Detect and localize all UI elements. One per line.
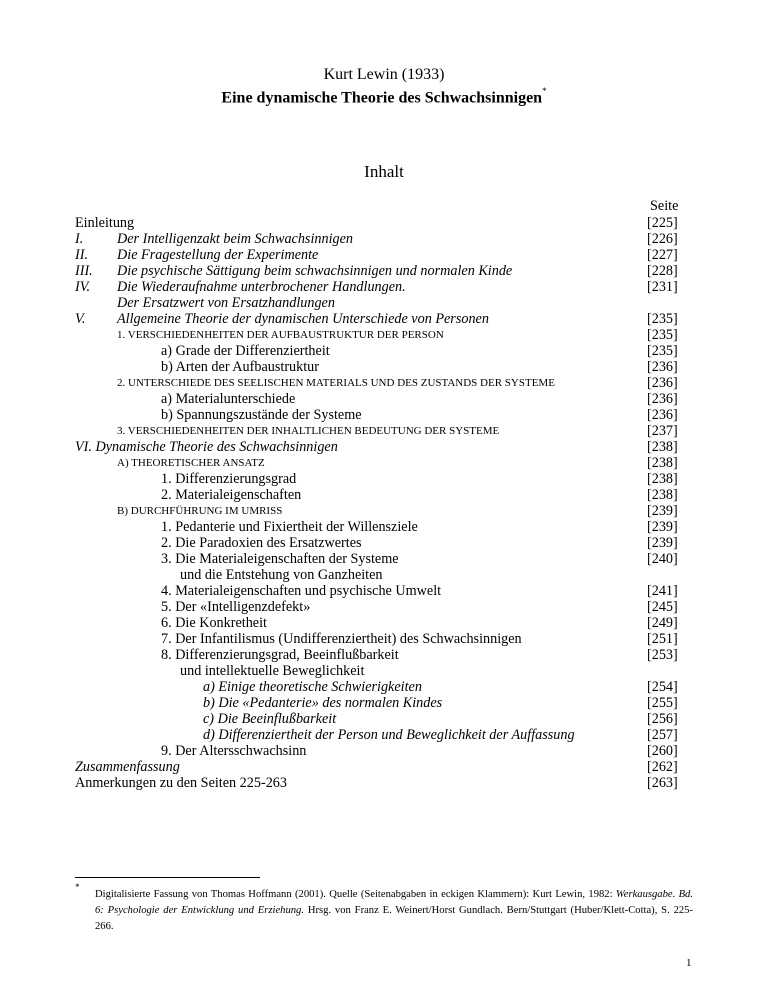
toc-entry-einleitung: Einleitung bbox=[75, 215, 135, 231]
toc-page: [237] bbox=[647, 423, 678, 439]
toc-page: [236] bbox=[647, 375, 678, 391]
document-title bbox=[0, 88, 768, 107]
toc-page: [256] bbox=[647, 711, 678, 727]
toc-entry-6-b-4: 4. Materialeigenschaften und psychische Umwelt bbox=[161, 583, 442, 599]
toc-page: [238] bbox=[647, 455, 678, 471]
toc-entry-6-a-2: 2. Materialeigenschaften bbox=[161, 487, 302, 503]
toc-page: [241] bbox=[647, 583, 678, 599]
footnote-text: Digitalisierte Fassung von Thomas Hoffmann (2001). Quelle (Seitenabgaben in eckigen Klammern): Kurt Lewin, 1982: Werkausgabe. Bd. 6: Psychologie der Entwicklung und Erziehung. Hrsg. von Franz E. Weinert/Horst Gundlach. Bern/Stuttgart (Huber/Klett-Cotta), S. 225-266. bbox=[95, 889, 694, 932]
toc-entry-5-2-b: b) Spannungszustände der Systeme bbox=[161, 407, 362, 423]
toc-entry-6-a: A) THEORETISCHER ANSATZ bbox=[117, 457, 265, 469]
toc-entry-6-b-7: 7. Der Infantilismus (Undifferenziertheit) des Schwachsinnigen bbox=[161, 631, 522, 647]
toc-entry-summary: Zusammenfassung bbox=[75, 759, 180, 775]
toc-page: [235] bbox=[647, 343, 678, 359]
toc-entry-6-a-1: 1. Differenzierungsgrad bbox=[161, 471, 297, 487]
toc-entry-6-b: B) DURCHFÜHRUNG IM UMRISS bbox=[117, 505, 283, 517]
toc-entry-5-2-a: a) Materialunterschiede bbox=[161, 391, 296, 407]
toc-page: [225] bbox=[647, 215, 678, 231]
toc-page: [249] bbox=[647, 615, 678, 631]
title-text: Eine dynamische Theorie des Schwachsinnigen bbox=[221, 89, 543, 107]
toc-page: [239] bbox=[647, 519, 678, 535]
toc-numeral: III. bbox=[75, 263, 93, 279]
toc-entry-chapter-3: Die psychische Sättigung beim schwachsinnigen und normalen Kinde bbox=[117, 263, 513, 279]
toc-page: [238] bbox=[647, 471, 678, 487]
toc-entry-6-b-8-cont: und intellektuelle Beweglichkeit bbox=[180, 663, 365, 679]
toc-entry-6-b-9: 9. Der Altersschwachsinn bbox=[161, 743, 307, 759]
toc-entry-6-b-6: 6. Die Konkretheit bbox=[161, 615, 267, 631]
toc-entry-chapter-4-cont: Der Ersatzwert von Ersatzhandlungen bbox=[117, 295, 335, 311]
toc-page: [238] bbox=[647, 439, 678, 455]
toc-page: [238] bbox=[647, 487, 678, 503]
toc-page: [257] bbox=[647, 727, 678, 743]
toc-entry-chapter-4: Die Wiederaufnahme unterbrochener Handlungen. bbox=[117, 279, 406, 295]
toc-entry-5-1: 1. VERSCHIEDENHEITEN DER AUFBAUSTRUKTUR DER PERSON bbox=[117, 329, 444, 341]
toc-entry-6-b-8: 8. Differenzierungsgrad, Beeinflußbarkeit bbox=[161, 647, 399, 663]
toc-entry-chapter-5: Allgemeine Theorie der dynamischen Unterschiede von Personen bbox=[117, 311, 489, 327]
toc-entry-5-1-b: b) Arten der Aufbaustruktur bbox=[161, 359, 319, 375]
toc-page: [231] bbox=[647, 279, 678, 295]
toc-page: [240] bbox=[647, 551, 678, 567]
toc-page: [235] bbox=[647, 327, 678, 343]
toc-numeral: V. bbox=[75, 311, 86, 327]
toc-page: [239] bbox=[647, 535, 678, 551]
footnote-divider bbox=[75, 877, 260, 878]
footnote-book-title: Werkausgabe. Bd. 6: Psychologie der Entwicklung und Erziehung. bbox=[95, 889, 694, 916]
toc-page: [239] bbox=[647, 503, 678, 519]
author-line: Kurt Lewin (1933) bbox=[323, 66, 445, 83]
toc-entry-6-b-2: 2. Die Paradoxien des Ersatzwertes bbox=[161, 535, 362, 551]
toc-entry-chapter-1: Der Intelligenzakt beim Schwachsinnigen bbox=[117, 231, 354, 247]
footnote-marker: * bbox=[75, 882, 80, 892]
toc-entry-chapter-6: VI. Dynamische Theorie des Schwachsinnigen bbox=[75, 439, 338, 455]
toc-entry-5-2: 2. UNTERSCHIEDE DES SEELISCHEN MATERIALS UND DES ZUSTANDS DER SYSTEME bbox=[117, 377, 555, 389]
toc-page: [245] bbox=[647, 599, 678, 615]
toc-numeral: I. bbox=[75, 231, 84, 247]
toc-page: [236] bbox=[647, 407, 678, 423]
toc-page: [226] bbox=[647, 231, 678, 247]
toc-page: [254] bbox=[647, 679, 678, 695]
toc-page: [251] bbox=[647, 631, 678, 647]
title-footnote-marker: * bbox=[542, 86, 547, 96]
toc-page: [263] bbox=[647, 775, 678, 791]
toc-page: [236] bbox=[647, 359, 678, 375]
toc-page: [255] bbox=[647, 695, 678, 711]
toc-page: [227] bbox=[647, 247, 678, 263]
page-column-label: Seite bbox=[650, 198, 679, 214]
toc-entry-5-3: 3. VERSCHIEDENHEITEN DER INHALTLICHEN BEDEUTUNG DER SYSTEME bbox=[117, 425, 500, 437]
toc-entry-5-1-a: a) Grade der Differenziertheit bbox=[161, 343, 330, 359]
toc-entry-6-b-8-a: a) Einige theoretische Schwierigkeiten bbox=[203, 679, 422, 695]
toc-page: [235] bbox=[647, 311, 678, 327]
toc-entry-notes: Anmerkungen zu den Seiten 225-263 bbox=[75, 775, 287, 791]
toc-entry-6-b-8-c: c) Die Beeinflußbarkeit bbox=[203, 711, 337, 727]
toc-page: [260] bbox=[647, 743, 678, 759]
toc-entry-6-b-8-b: b) Die «Pedanterie» des normalen Kindes bbox=[203, 695, 443, 711]
toc-numeral: II. bbox=[75, 247, 88, 263]
section-heading: Inhalt bbox=[364, 162, 404, 181]
toc-page: [253] bbox=[647, 647, 678, 663]
toc-page: [228] bbox=[647, 263, 678, 279]
toc-page: [236] bbox=[647, 391, 678, 407]
page-number: 1 bbox=[686, 957, 692, 969]
toc-numeral: IV. bbox=[75, 279, 91, 295]
toc-entry-6-b-3: 3. Die Materialeigenschaften der Systeme bbox=[161, 551, 399, 567]
toc-entry-6-b-1: 1. Pedanterie und Fixiertheit der Willensziele bbox=[161, 519, 418, 535]
toc-page: [262] bbox=[647, 759, 678, 775]
toc-entry-6-b-5: 5. Der «Intelligenzdefekt» bbox=[161, 599, 311, 615]
toc-entry-chapter-2: Die Fragestellung der Experimente bbox=[117, 247, 319, 263]
toc-entry-6-b-3-cont: und die Entstehung von Ganzheiten bbox=[180, 567, 383, 583]
toc-entry-6-b-8-d: d) Differenziertheit der Person und Beweglichkeit der Auffassung bbox=[203, 727, 575, 743]
